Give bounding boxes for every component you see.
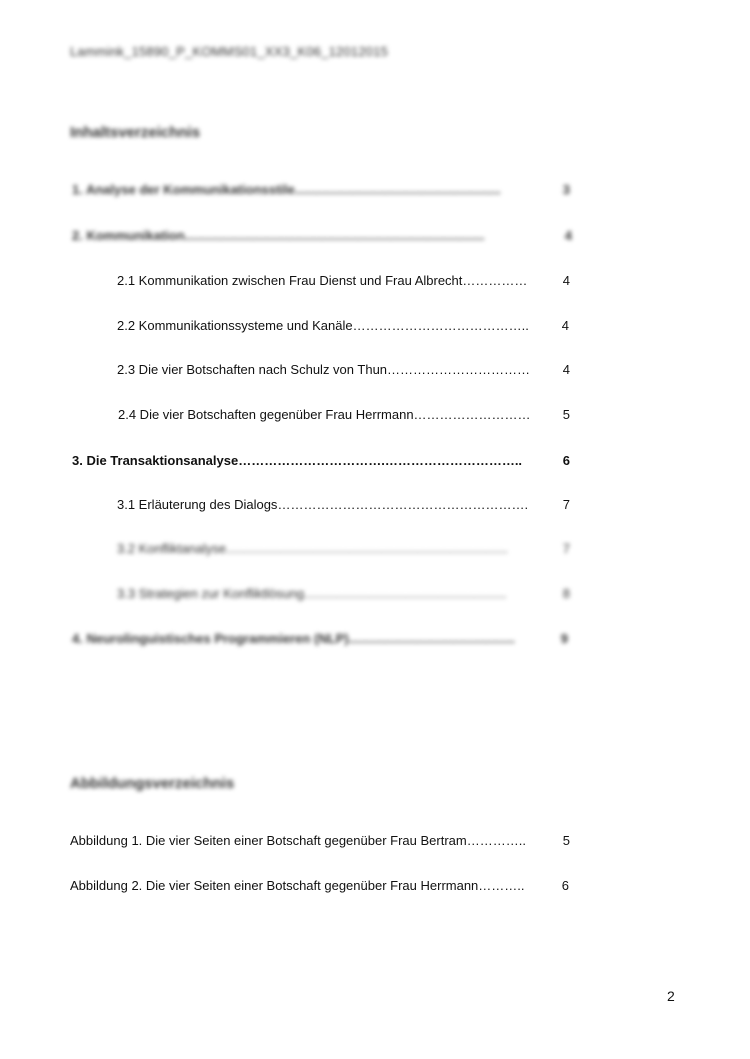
toc-entry	[117, 497, 570, 512]
toc-entry-label: 2. Kommunikation	[72, 228, 185, 243]
toc-entry	[72, 631, 568, 646]
toc-entry	[118, 407, 570, 422]
toc-entry-page: 7	[562, 497, 570, 512]
toc-entry-page: 9	[560, 631, 568, 646]
figure-entry-dots: ………..	[478, 878, 525, 893]
toc-title: Inhaltsverzeichnis	[70, 124, 201, 141]
figure-entry-label: Abbildung 2. Die vier Seiten einer Botschaft gegenüber Frau Herrmann	[70, 878, 479, 893]
toc-entry	[117, 273, 570, 288]
page-number: 2	[667, 988, 675, 1004]
figures-title: Abbildungsverzeichnis	[70, 775, 235, 792]
toc-entry-page: 5	[562, 407, 570, 422]
document-header-id: Lammink_15890_P_KOMMS01_XX3_K06_12012015	[70, 44, 389, 59]
toc-entry-dots: ………………………………………………….	[277, 497, 529, 512]
toc-entry-dots: …………………………….…………………………..	[238, 453, 523, 468]
toc-entry-dots: ……………………………	[387, 362, 531, 377]
toc-entry-label: 1. Analyse der Kommunikationsstile	[72, 182, 295, 197]
toc-entry-dots: …………………………………..	[352, 318, 529, 333]
toc-entry-page: 8	[562, 586, 570, 601]
toc-entry-label: 2.4 Die vier Botschaften gegenüber Frau Herrmann	[118, 407, 414, 422]
toc-entry-dots: ...................................................................................	[184, 228, 485, 243]
toc-entry-dots: .........................................................	[294, 182, 501, 197]
toc-entry	[117, 586, 570, 601]
toc-entry-label: 3.3 Strategien zur Konfliktlösung	[117, 586, 305, 601]
toc-entry	[117, 362, 570, 377]
figure-entry-label: Abbildung 1. Die vier Seiten einer Botschaft gegenüber Frau Bertram	[70, 833, 467, 848]
toc-entry-label: 3.2 Konfliktanalyse	[117, 541, 227, 556]
toc-entry-dots: ........................................................	[304, 586, 507, 601]
toc-entry-page: 4	[562, 362, 570, 377]
toc-entry-page: 4	[561, 318, 569, 333]
toc-entry-label: 2.3 Die vier Botschaften nach Schulz von Thun	[117, 362, 388, 377]
figure-entry-dots: …………..	[466, 833, 526, 848]
toc-entry	[117, 318, 569, 333]
toc-entry-label: 2.1 Kommunikation zwischen Frau Dienst und Frau Albrecht	[117, 273, 463, 288]
figure-entry	[70, 878, 569, 893]
toc-entry-dots: ………………………	[413, 407, 531, 422]
toc-entry-dots: ……………	[462, 273, 528, 288]
toc-entry-label: 3.1 Erläuterung des Dialogs	[117, 497, 278, 512]
toc-entry-label: 4. Neurolinguistisches Programmieren (NLP)	[72, 631, 349, 646]
toc-entry-dots: ..............................................................................	[226, 541, 508, 556]
toc-entry-page: 7	[562, 541, 570, 556]
figure-entry-page: 6	[561, 878, 569, 893]
toc-entry	[117, 541, 570, 556]
toc-entry-page: 4	[564, 228, 572, 243]
toc-entry-dots: ..............................................	[348, 631, 515, 646]
figure-entry	[70, 833, 570, 848]
toc-entry	[72, 182, 570, 197]
toc-entry-page: 3	[562, 182, 570, 197]
toc-entry-label: 3. Die Transaktionsanalyse	[72, 453, 239, 468]
toc-entry	[72, 228, 572, 243]
toc-entry	[72, 453, 570, 468]
toc-entry-label: 2.2 Kommunikationssysteme und Kanäle	[117, 318, 353, 333]
toc-entry-page: 4	[562, 273, 570, 288]
toc-entry-page: 6	[562, 453, 570, 468]
figure-entry-page: 5	[562, 833, 570, 848]
